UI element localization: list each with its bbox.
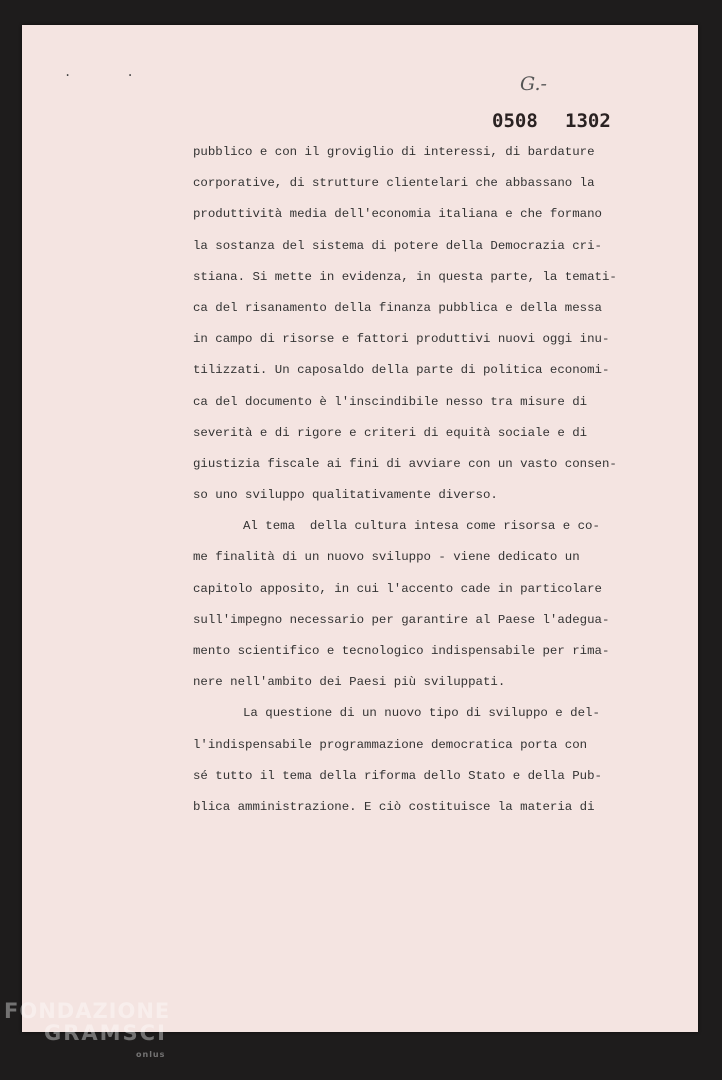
corner-marks: . . (64, 65, 158, 79)
archive-page-number: 1302 (565, 110, 611, 132)
text-line: corporative, di strutture clientelari che abbassano la (193, 176, 595, 191)
text-line: stiana. Si mette in evidenza, in questa parte, la temati- (193, 269, 617, 284)
text-line: severità e di rigore e criteri di equità sociale e di (193, 425, 588, 440)
text-line: tilizzati. Un caposaldo della parte di politica economi- (193, 363, 610, 378)
text-line: pubblico e con il groviglio di interessi, di bardature (193, 145, 595, 159)
text-line: la sostanza del sistema di potere della Democrazia cri- (193, 238, 602, 253)
text-line: sé tutto il tema della riforma dello Stato e della Pub- (193, 768, 602, 783)
handwritten-note: G.- (520, 73, 547, 95)
text-line: ca del risanamento della finanza pubblica e della messa (193, 300, 602, 315)
document-page (22, 25, 698, 1032)
text-line: l'indispensabile programmazione democratica porta con (193, 737, 588, 752)
typed-body-text (193, 137, 617, 823)
watermark-line-2: GRAMSCI (44, 1021, 167, 1045)
text-line: sull'impegno necessario per garantire al Paese l'adegua- (193, 612, 610, 627)
text-line: capitolo apposito, in cui l'accento cade in particolare (193, 581, 602, 596)
text-line: mento scientifico e tecnologico indispensabile per rima- (193, 644, 610, 658)
text-line: nere nell'ambito dei Paesi più sviluppati. (193, 675, 506, 690)
archive-stamp-number: 0508 (492, 110, 538, 132)
watermark-line-1: FONDAZIONE (4, 999, 171, 1023)
watermark-line-3: onlus (136, 1050, 166, 1059)
text-line: ca del documento è l'inscindibile nesso tra misure di (193, 394, 588, 409)
text-line: me finalità di un nuovo sviluppo - viene dedicato un (193, 550, 580, 565)
text-line: in campo di risorse e fattori produttivi nuovi oggi inu- (193, 332, 610, 347)
text-line: produttività media dell'economia italiana e che formano (193, 207, 602, 222)
paragraph-first-line: Al tema della cultura intesa come risorsa e co- (243, 519, 600, 534)
text-line: so uno sviluppo qualitativamente diverso. (193, 488, 498, 503)
paragraph-first-line: La questione di un nuovo tipo di sviluppo e del- (243, 706, 600, 721)
text-line: giustizia fiscale ai fini di avviare con un vasto consen- (193, 456, 617, 471)
fondazione-gramsci-watermark (4, 1000, 170, 1066)
text-line: blica amministrazione. E ciò costituisce la materia di (193, 799, 595, 814)
